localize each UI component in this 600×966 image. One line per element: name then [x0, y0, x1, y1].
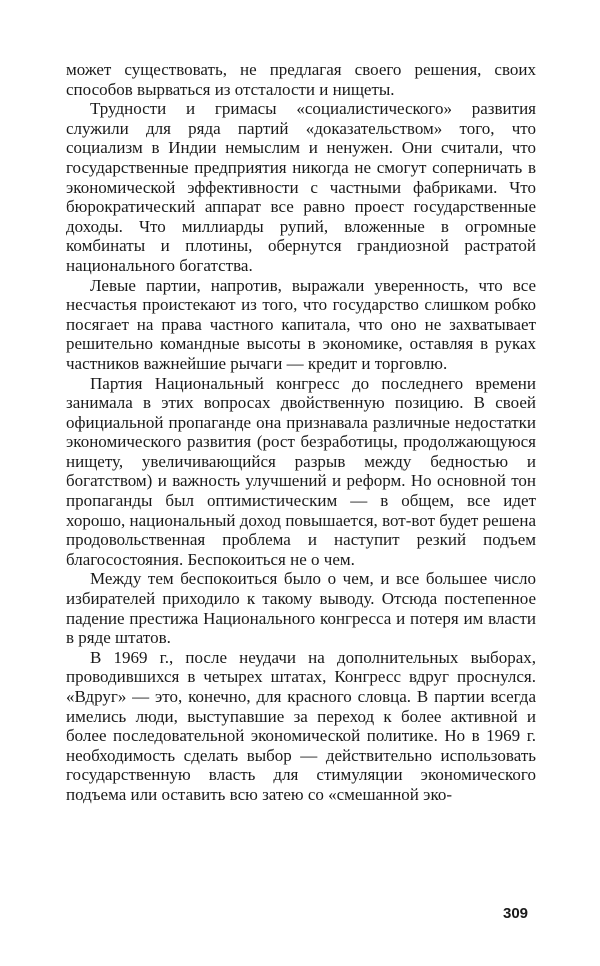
paragraph-1: может существовать, не предлагая своего решения, своих способов вырваться из отсталости и нищеты.	[66, 60, 536, 99]
paragraph-6: В 1969 г., после неудачи на дополнительных выборах, проводившихся в четырех штатах, Конгресс вдруг проснулся. «Вдруг» — это, конечно, для красного словца. В партии всегда имелись люди, выступавшие за переход к более активной и более последовательной экономической политике. Но в 1969 г. необходимость сделать выбор — действительно использовать государственную власть для стимуляции экономического подъема или оставить всю затею со «смешанной эко-	[66, 647, 536, 804]
paragraph-3: Левые партии, напротив, выражали уверенность, что все несчастья проистекают из того, что государство слишком робко посягает на права частного капитала, что оно не захватывает решительно командные высоты в экономике, оставляя в руках частников важнейшие рычаги — кредит и торговлю.	[66, 275, 536, 373]
page-number: 309	[503, 905, 529, 922]
paragraph-4: Партия Национальный конгресс до последнего времени занимала в этих вопросах двойственную позицию. В своей официальной пропаганде она признавала различные недостатки экономического развития (рост безработицы, продолжающуюся нищету, увеличивающийся разрыв между бедностью и богатством) и важность улучшений и реформ. Но основной тон пропаганды был оптимистическим — в общем, все идет хорошо, национальный доход повышается, вот-вот будет решена продовольственная проблема и наступит резкий подъем благосостояния. Беспокоиться не о чем.	[66, 373, 536, 569]
paragraph-2: Трудности и гримасы «социалистического» развития служили для ряда партий «доказательством» того, что социализм в Индии немыслим и ненужен. Они считали, что государственные предприятия никогда не смогут соперничать в экономической эффективности с частными фабриками. Что бюрократический аппарат все равно проест государственные доходы. Что миллиарды рупий, вложенные в огромные комбинаты и плотины, обернутся грандиозной растратой национального богатства.	[66, 99, 536, 275]
page-text	[66, 60, 536, 805]
paragraph-5: Между тем беспокоиться было о чем, и все большее число избирателей приходило к такому выводу. Отсюда постепенное падение престижа Национального конгресса и потеря им власти в ряде штатов.	[66, 569, 536, 648]
